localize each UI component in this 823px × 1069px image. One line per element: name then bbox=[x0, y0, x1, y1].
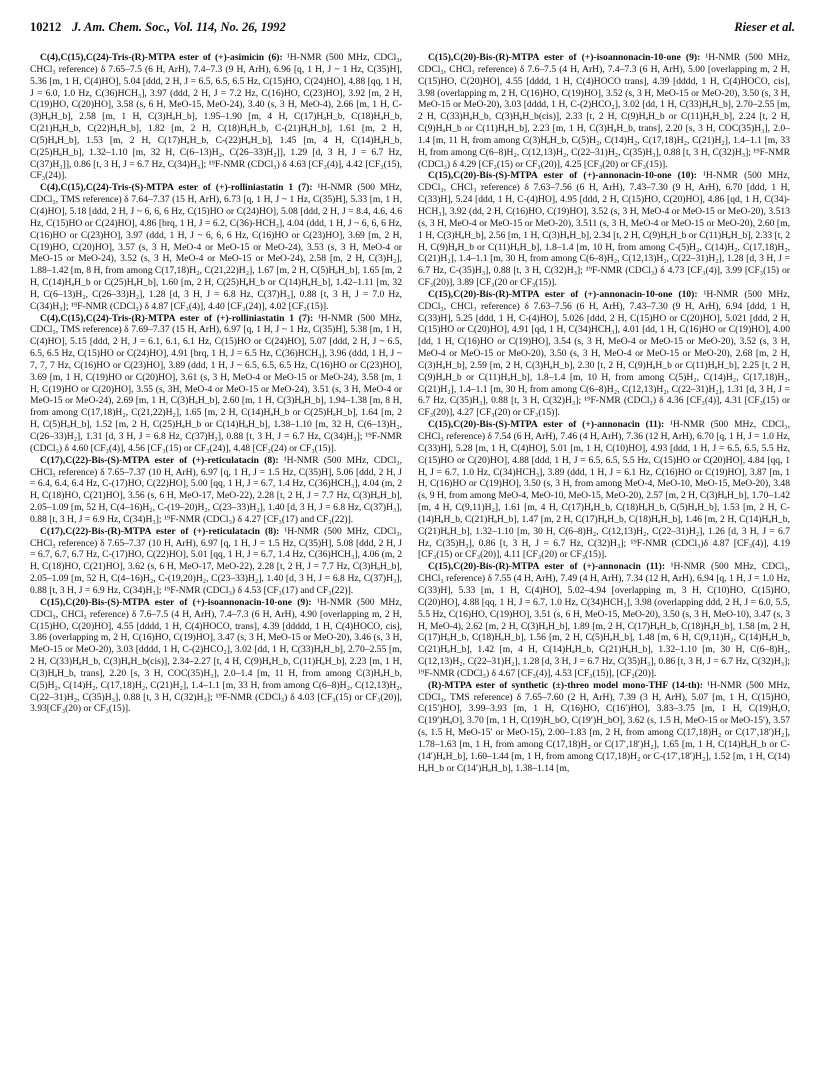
entry-body: ¹H-NMR (500 MHz, CDCl₃, TMS reference) δ 7.69–7.37 (15 H, ArH), 6.97 [q, 1 H, J ~ 1 Hz, C(35)H], 5.38 [m, 1 H, C(4)HO], 5.15 [ddd, 2 H, J = 6.1, 6.1, 6.1 Hz, C(15)HO or C(24)HO], 5.07 [ddd, 2 H, J ~ 6.5, 6.5, 6.5 Hz, C(15)HO or C(24)HO], 4.91 [brq, 1 H, J = 6.5 Hz, C(36)HCH₃], 3.96 (ddd, 1 H, J ~ 7, 7, 7 Hz, C(16)HO or C(23)HO], 3.89 (ddd, 1 H, J ~ 6.5, 6.5, 6.5 Hz, C(16)HO or C(23)HO], 3.69 [m, 1 H, C(19)HO or C(20)HO], 3.61 (s, 3 H, MeO-4 or MeO-15 or MeO-24), 3.58 [m, 1 H, C(19)HO or C(20)HO], 3.55 (s, 3H, MeO-4 or MeO-15 or MeO-24), 3.51 (s, 3 H, MeO-4 or MeO-15 or MeO-24), 2.69 [m, 1 H, C(3)HₐH_b], 2.60 [m, 1 H, C(3)HₐH_b], 1.94–1.38 [m, 8 H, from among C(17,18)H₂, C(21,22)H₂], 1.65 [m, 2 H, C(14)HₐH_b or C(25)HₐH_b], 1.64 [m, 2 H, C(5)HₐH_b], 1.52 [m, 2 H, C(25)HₐH_b or C(14)HₐH_b], 1.38–1.10 [m, 32 H, C(6–13)H₂, C(26–33)H₂], 1.31 [d, 3 H, J = 6.8 Hz, C(37)H₃], 0.88 [t, 3 H, J = 6.7 Hz, C(34)H₃]; ¹⁹F-NMR (CDCl₃) δ 4.60 [CF₃(4)], 4.56 [CF₃(15) or CF₃(24)], 4.48 [CF₃(24) or CF₃(15)]. bbox=[30, 312, 402, 454]
entry-body: ¹H-NMR (500 MHz, CDCl₃, CHCl₃ reference) δ 7.65–7.5 (6 H, ArH), 7.4–7.3 (9 H, ArH), 6.96 [q, 1 H, J ~ 1 Hz, C(35)H], 5.36 [m, 1 H, C(4)HO], 5.04 [ddd, 2 H, J = 6.5, 6.5, 6.5 Hz, C(15)HO, C(24)HO], 4.88 [qq, 1 H, J = 6.0, 1.0 Hz, C(36)HCH₃], 3.97 (ddd, 2 H, J = 7.2 Hz, C(16)HO, C(23)HO], 3.92 [m, 2 H, C(19)HO, C(20)HO], 3.58 (s, 6 H, MeO-15, MeO-24), 3.40 (s, 3 H, MeO-4), 2.66 [m, 1 H, C-(3)HₐH_b], 2.58 [m, 1 H, C(3)HₐH_b], 1.95–1.90 [m, 4 H, C(17)HₐH_b, C(18)HₐH_b, C(21)HₐH_b, C(22)HₐH_b], 1.82 [m, 2 H, C(18)HₐH_b, C-(21)HₐH_b], 1.61 [m, 2 H, C(5)HₐH_b], 1.53 [m, 2 H, C(17)HₐH_b, C-(22)HₐH_b], 1.45 [m, 4 H, C(14)HₐH_b, C(25)HₐH_b], 1.32–1.10 [m, 32 H, C(6–13)H₂, C(26–33)H₂]], 1.29 [d, 3 H, J = 6.7 Hz, C(37)H₃]], 0.86 [t, 3 H, J = 6.7 Hz, C(34)H₃]; ¹⁹F-NMR (CDCl₃) δ 4.63 [CF₃(4)], 4.42 [CF₃(15), CF₃(24)]. bbox=[30, 52, 402, 182]
entry-title: C(15),C(20)-Bis-(R)-MTPA ester of (+)-annonacin (11): bbox=[428, 561, 666, 573]
right-column bbox=[418, 52, 790, 1052]
nmr-entry bbox=[418, 561, 790, 679]
entry-title: C(17),C(22)-Bis-(R)-MTPA ester of (+)-reticulatacin (8): bbox=[40, 525, 280, 537]
entry-title: C(15),C(20)-Bis-(S)-MTPA ester of (+)-annonacin (11): bbox=[428, 419, 665, 431]
entry-title: C(4),C(15),C(24)-Tris-(R)-MTPA ester of (+)-rolliniastatin 1 (7): bbox=[40, 312, 314, 324]
nmr-entry bbox=[418, 170, 790, 288]
running-author: Rieser et al. bbox=[734, 20, 795, 34]
nmr-entry bbox=[418, 680, 790, 775]
entry-title: C(15),C(20)-Bis-(R)-MTPA ester of (+)-isoannonacin-10-one (9): bbox=[428, 52, 701, 63]
nmr-entry bbox=[30, 597, 402, 715]
entry-body: ¹H-NMR (500 MHz, CDCl₃, CHCl₃ reference) δ 7.65–7.37 (10 H, ArH), 6.97 [q, 1 H, J = 1.5 Hz, C(35)H], 5.08 [ddd, 2 H, J = 6.7, 6.7, 6.7 Hz, C-(17)HO, C(22)HO], 5.01 [qq, 1 H, J = 6.7, 1.4 Hz, C(36)HCH₃], 4.06 (m, 2 H, C(18)HO, C(21)HO], 3.62 (s, 6 H, MeO-17, MeO-22), 2.28 [t, 2 H, J = 7.7 Hz, C(3)HₐH_b], 2.05–1.09 [m, 52 H, C(4–16)H₂, C-(19,20)H₂, C(23–33)H₂], 1.40 [d, 3 H, J = 6.8 Hz, C(37)H₃], 0.88 [t, 3 H, J = 6.9 Hz, C(34)H₃]; ¹⁹F-NMR (CDCl₃) δ 4.53 [CF₃(17) and CF₃(22)]. bbox=[30, 525, 402, 596]
entry-title: C(15),C(20)-Bis-(R)-MTPA ester of (+)-annonacin-10-one (10): bbox=[428, 288, 698, 300]
nmr-entry bbox=[30, 455, 402, 526]
nmr-entry bbox=[30, 182, 402, 312]
entry-body: ¹H-NMR (500 MHz, CDCl₃, CHCl₃ reference) δ 7.55 (4 H, ArH), 7.49 (4 H, ArH), 7.34 (12 H, ArH), 6.94 [q, 1 H, J = 1.0 Hz, C(33)H], 5.33 [m, 1 H, C(4)HO], 5.02–4.94 [overlapping m, 3 H, C(10)HO, C(15)HO, C(20)HO], 4.88 [qq, 1 H, J = 6.7, 1.0 Hz, C(34)HCH₃], 3.98 (overlapping ddd, 2 H, J = 6.0, 5.5, 5.5 Hz, C(16)HO, C(19)HO], 3.51 (s, 6 H, MeO-15, MeO-20), 3.50 (s, 3 H, MeO-10), 3.47 (s, 3 H, MeO-4), 2.62 [m, 2 H, C(3)HₐH_b], 1.89 [m, 2 H, C(17)HₐH_b, C(18)HₐH_b], 1.58 [m, 2 H, C(17)HₐH_b, C(18)HₐH_b], 1.56 [m, 2 H, C(5)HₐH_b], 1.48 [m, 6 H, C(9,11)H₂, C(14)HₐH_b, C(21)HₐH_b], 1.42 [m, 4 H, C(14)HₐH_b, C(21)HₐH_b], 1.32–1.10 [m, 30 H, C(6–8)H₂, C(12,13)H₂, C(22–31)H₂], 1.28 [d, 3 H, J = 6.7 Hz, C(35)H₃], 0.86 [t, 3 H, J = 6.7 Hz, C(32)H₃]; ¹⁹F-NMR (CDCl₃) δ 4.67 [CF₃(4)], 4.53 [CF₃(15)], [CF₃(20)]. bbox=[418, 561, 790, 679]
nmr-entry bbox=[418, 289, 790, 419]
entry-body: ¹H-NMR (500 MHz, CDCl₃, CHCl₃ reference) δ 7.54 (6 H, ArH), 7.46 (4 H, ArH), 7.36 (12 H, ArH), 6.70 [q, 1 H, J = 1.0 Hz, C(33)H], 5.28 [m, 1 H, C(4)HO], 5.01 [m, 1 H, C(10)HO], 4.93 [ddd, 1 H, J = 6.5, 6.5, 5.5 Hz, C(15)HO or C(20)HO], 4.88 [ddd, 1 H, J = 6.5, 6.5, 5.5 Hz, C(15)HO or C(20)HO], 4.84 [qq, 1 H, J = 6.7, 1.0 Hz, C(34)HCH₃], 3.89 (ddd, 1 H, J = 6.1 Hz, C(16)HO or C(19)HO], 3.87 [m, 1 H, C(16)HO or C(19)HO], 3.50 (s, 3 H, from among MeO-4, MeO-10, MeO-15, MeO-20), 3.48 (s, 9 H, from among MeO-4, MeO-10, MeO-15, MeO-20), 2.57 [m, 2 H, C(3)HₐH_b], 1.70–1.42 [m, 4 H, C(9,11)H₂], 1.61 [m, 4 H, C(17)HₐH_b, C(18)HₐH_b, C(5)HₐH_b], 1.53 [m, 2 H, C-(14)HₐH_b, C(21)HₐH_b], 1.47 [m, 2 H, C(17)HₐH_b, C(18)HₐH_b], 1.46 [m, 2 H, C(14)HₐH_b, C(21)HₐH_b], 1.32–1.10 [m, 30 H, C(6–8)H₂, C(12,13)H₂, C(22–31)H₂], 1.26 [d, 3 H, J = 6.7 Hz, C(35)H₃], 0.86 [t, 3 H, J = 6.7 Hz, C(32)H₃]; ¹⁹F-NMR (CDCl₃)δ 4.87 [CF₃(4)], 4.19 [CF₃(15) or CF₃(20)], 4.11 [CF₃(20) or CF₃(15)]. bbox=[418, 419, 790, 561]
entry-title: C(4),C(15),C(24)-Tris-(R)-MTPA ester of (+)-asimicin (6): bbox=[40, 52, 283, 63]
entry-body: ¹H-NMR (500 MHz, CDCl₃, CHCl₃ reference) δ 7.63–7.56 (6 H, ArH), 7.43–7.30 (9 H, ArH), 6.70 [ddd, 1 H, C(33)H], 5.24 [ddd, 1 H, C-(4)HO], 4.95 [ddd, 2 H, C(15)HO, C(20)HO], 4.86 [qd, 1 H, C(34)-HCH₃], 3.92 (dd, 2 H, C(16)HO, C(19)HO], 3.52 (s, 3 H, MeO-4 or MeO-15 or MeO-20), 3.513 (s, 3 H, MeO-4 or MeO-15 or MeO-20), 3.511 (s, 3 H, MeO-4 or MeO-15 or MeO-20), 2.60 [m, 1 H, C(3)HₐH_b], 2.56 [m, 1 H, C(3)HₐH_b], 2.34 [t, 2 H, C(9)HₐH_b or C(11)HₐH_b], 2.33 [t, 2 H, C(9)HₐH_b or C(11)HₐH_b], 1.8–1.4 [m, 10 H, from among C-(5)H₂, C(14)H₂, C(17,18)H₂, C(21)H₂], 1.4–1.1 [m, 30 H, from among C(6–8)H₂, C(12,13)H₂, C(22–31)H₂], 1.28 [d, 3 H, J = 6.7 Hz, C-(35)H₃], 0.88 [t, 3 H, C(32)H₃]; ¹⁹F-NMR (CDCl₃) δ 4.73 [CF₃(4)], 3.99 [CF₃(15) or CF₃(20)], 3.89 [CF₃(20 or CF₃(15)]. bbox=[418, 170, 790, 289]
nmr-entry bbox=[418, 52, 790, 170]
nmr-entry bbox=[30, 52, 402, 182]
entry-body: ¹H-NMR (500 MHz, CDCl₃, CHCl₃ reference) δ 7.6–7.5 (4 H, ArH), 7.4–7.3 (6 H, ArH), 5.00 [overlapping m, 2 H, C(15)HO, C(20)HO], 4.55 [dddd, 1 H, C(4)HOCO trans], 4.39 [dddd, 1 H, C(4)HOCO, cis], 3.98 (overlapping m, 2 H, C(16)HO, C(19)HO], 3.52 (s, 3 H, MeO-15 or MeO-20), 3.50 (s, 3 H, MeO-15 or MeO-20), 3.03 [dddd, 1 H, C-(2)HCO₂], 3.02 [dd, 1 H, C(33)HₐH_b], 2.70–2.55 [m, 2 H, C(33)HₐH_b, C(3)HₐH_b(cis)], 2.33 [t, 2 H, C(9)HₐH_b or C(11)HₐH_b], 2.24 [t, 2 H, C(9)HₐH_b or C(11)HₐH_b], 2.23 [m, 1 H, C(3)HₐH_b, trans], 2.20 [s, 3 H, COC(35)H₃], 2.0–1.4 [m, 11 H, from among C(3)HₐH_b, C(5)H₂, C(14)H₂, C(17,18)H₂, C(21)H₂], 1.4–1.1 [m, 33 H, from among C(6–8)H₂, C(12,13)H₂, C(22–31)H₂, C(35)H₃], 0.88 [t, 3 H, C(32)H₃]; ¹⁹F-NMR (CDCl₃) δ 4.29 [CF₃(15) or CF₃(20)], 4.25 [CF₃(20) or CF₃(15)]. bbox=[418, 52, 790, 170]
entry-body: ¹H-NMR (500 MHz, CDCl₃, CHCl₃ reference) δ 7.63–7.56 (6 H, ArH), 7.43–7.30 (9 H, ArH), 6.94 [ddd, 1 H, C(33)H], 5.25 [ddd, 1 H, C-(4)HO], 5.026 [ddd, 2 H, C(15)HO or C(20)HO], 5.021 [ddd, 2 H, C(15)HO or C(20)HO], 4.91 [qd, 1 H, C(34)HCH₃], 4.01 [dd, 1 H, C(16)HO or C(19)HO], 4.00 [dd, 1 H, C(16)HO or C(19)HO], 3.54 (s, 3 H, MeO-4 or MeO-15 or MeO-20), 3.52 (s, 3 H, MeO-4 or MeO-15 or MeO-20), 3.50 (s, 3 H, MeO-4 or MeO-15 or MeO-20), 2.68 [m, 2 H, C(3)HₐH_b], 2.59 [m, 2 H, C(3)HₐH_b], 2.30 [t, 2 H, C(9)HₐH_b or C(11)HₐH_b], 2.25 [t, 2 H, C(9)HₐH_b or C(11)HₐH_b], 1.8–1.4 [m, 10 H, from among C(5)H₂, C(14)H₂, C(17,18)H₂, C(21)H₂], 1.4–1.1 [m, 30 H, from among C(6–8)H₂, C(12,13)H₂, C(22–31)H₂], 1.31 [d, 3 H, J = 6.7 Hz, C(35)H₃], 0.88 [t, 3 H, C(32)H₃]; ¹⁹F-NMR (CDCl₃) δ 4.36 [CF₃(4)], 4.31 [CF₃(15) or CF₃(20)], 4.27 [CF₃(20) or CF₃(15)]. bbox=[418, 288, 790, 419]
entry-title: C(15),C(20)-Bis-(S)-MTPA ester of (+)-annonacin-10-one (10): bbox=[428, 170, 697, 182]
entry-body: ¹H-NMR (500 MHz, CDCl₃, CHCl₃ reference) δ 7.65–7.37 (10 H, ArH), 6.97 [q, 1 H, J = 1.5 Hz, C(35)H], 5.06 [ddd, 2 H, J = 6.4, 6.4, 6.4 Hz, C-(17)HO, C(22)HO], 5.00 [qq, 1 H, J = 6.7, 1.4 Hz, C(36)HCH₃], 4.04 (m, 2 H, C(18)HO, C(21)HO], 3.56 (s, 6 H, MeO-17, MeO-22), 2.28 [t, 2 H, J = 7.7 Hz, C(3)HₐH_b], 2.05–1.09 [m, 52 H, C(4–16)H₂, C-(19–20)H₂, C(23–33)H₂], 1.40 [d, 3 H, J = 6.8 Hz, C(37)H₃], 0.88 [t, 3 H, J = 6.9 Hz, C(34)H₃]; ¹⁹F-NMR (CDCl₃) δ 4.27 [CF₃(17) and CF₃(22)]. bbox=[30, 454, 402, 525]
page-header bbox=[30, 20, 795, 42]
left-column bbox=[30, 52, 402, 1052]
entry-title: C(17),C(22)-Bis-(S)-MTPA ester of (+)-reticulatacin (8): bbox=[40, 454, 279, 466]
nmr-entry bbox=[30, 313, 402, 455]
page-number: 10212 bbox=[30, 20, 62, 34]
entry-body: ¹H-NMR (500 MHz, CDCl₃, TMS reference) δ 7.64–7.37 (15 H, ArH), 6.73 [q, 1 H, J ~ 1 Hz, C(35)H], 5.33 [m, 1 H, C(4)HO], 5.18 [ddd, 2 H, J ~ 6, 6, 6 Hz, C(15)HO or C(24)HO], 5.08 [ddd, 2 H, J = 8.4, 4.6, 4.6 Hz, C(15)HO or C(24)HO], 4.86 [brq, 1 H, J = 6.2, C(36)-HCH₃], 4.04 (ddd, 1 H, J ~ 6, 6, 6 Hz, C(16)HO or C(23)HO], 3.97 (ddd, 1 H, J ~ 6, 6, 6 Hz, C(16)HO or C(23)HO], 3.69 [m, 2 H, C(19)HO, C(20)HO], 3.57 (s, 3 H, MeO-4 or MeO-15 or MeO-24), 3.53 (s, 3 H, MeO-4 or MeO-15 or MeO-24), 3.52 (s, 3 H, MeO-4 or MeO-15 or MeO-24), 2.58 [m, 2 H, C(3)H₂], 1.88–1.42 [m, 8 H, from among C(17,18)H₂, C(21,22)H₂], 1.67 [m, 2 H, C(5)HₐH_b], 1.65 [m, 2 H, C(14)HₐH_b or C(25)HₐH_b], 1.60 [m, 2 H, C(25)HₐH_b or C(14)HₐH_b], 1.42–1.11 [m, 32 H, C(6–13)H₂, C(26–33)H₂], 1.28 [d, 3 H, J = 6.8 Hz, C(37)H₃], 0.88 [t, 3 H, J = 7.0 Hz, C(34)H₃]; ¹⁹F-NMR (CDCl₃) δ 4.87 [CF₃(4)], 4.40 [CF₃(24)], 4.02 [CF₃(15)]. bbox=[30, 182, 402, 312]
entry-title: C(15),C(20)-Bis-(S)-MTPA ester of (+)-isoannonacin-10-one (9): bbox=[40, 596, 312, 608]
entry-title: C(4),C(15),C(24)-Tris-(S)-MTPA ester of (+)-rolliniastatin 1 (7): bbox=[40, 182, 313, 194]
nmr-entry bbox=[418, 419, 790, 561]
journal-citation: J. Am. Chem. Soc., Vol. 114, No. 26, 1992 bbox=[72, 20, 286, 34]
entry-body: ¹H-NMR (500 MHz, CDCl₃, TMS reference) δ 7.65–7.60 (2 H, ArH), 7.39 (3 H, ArH), 5.07 [m, 1 H, C(15)HO, C(15′)HO], 3.99–3.93 [m, 1 H, C(16)HO, C(16′)HO], 3.83–3.75 [m, 1 H, C(19)HₐO, C(19′)HₐO], 3.70 [m, 1 H, C(19)H_bO, C(19′)H_bO], 3.62 (s, 1.5 H, MeO-15 or MeO-15′), 3.57 (s, 1.5 H, MeO-15′ or MeO-15), 2.00–1.83 [m, 2 H, from among C(17,18)H₂ or C(17′,18′)H₂], 1.78–1.63 [m, 1 H, from among C(17,18)H₂ or C(17′,18′)H₂], 1.65 [m, 1 H, C(14)HₐH_b or C-(14′)HₐH_b], 1.60–1.44 [m, 1 H, from among C(17,18)H₂ or C-(17′,18′)H₂], 1.52 [m, 1 H, C(14) HₐH_b or C(14′)HₐH_b], 1.38–1.14 [m, bbox=[418, 679, 790, 774]
nmr-entry bbox=[30, 526, 402, 597]
entry-body: ¹H-NMR (500 MHz, CDCl₃, CHCl₃ reference) δ 7.6–7.5 (4 H, ArH), 7.4–7.3 (6 H, ArH), 4.90 [overlapping m, 2 H, C(15)HO, C(20)HO], 4.55 [dddd, 1 H, C(4)HOCO, trans], 4.39 [ddddd, 1 H, C(4)HOCO, cis], 3.86 (overlapping m, 2 H, C(16)HO, C(19)HO], 3.47 (s, 3 H, MeO-15 or MeO-20), 3.46 (s, 3 H, MeO-15 or MeO-20), 3.03 [dddd, 1 H, C-(2)HCO₂], 3.02 [dd, 1 H, C(33)HₐH_b], 2.70–2.55 [m, 2 H, C(33)HₐH_b, C(3)HₐH_b(cis)], 2.34–2.27 [t, 4 H, C(9)HₐH_b, C(11)HₐH_b], 2.23 [m, 1 H, C(3)HₐH_b, trans], 2.20 [s, 3 H, COC(35)H₃], 2.0–1.4 [m, 11 H, from among C(3)HₐH_b, C(5)H₂, C(14)H₂, C(17,18)H₂, C(21)H₂], 1.4–1.1 [m, 33 H, from among C(6–8)H₂, C(12,13)H₂, C(22–31)H₂, C(35)H₃], 0.88 [t, 3 H, C(32)H₃]; ¹⁹F-NMR (CDCl₃) δ 4.03 [CF₃(15) or CF₃(20)], 3.93[CF₃(20) or CF₃(15)]. bbox=[30, 596, 402, 715]
entry-title: (R)-MTPA ester of synthetic (±)-threo model mono-THF (14-th): bbox=[428, 679, 703, 691]
